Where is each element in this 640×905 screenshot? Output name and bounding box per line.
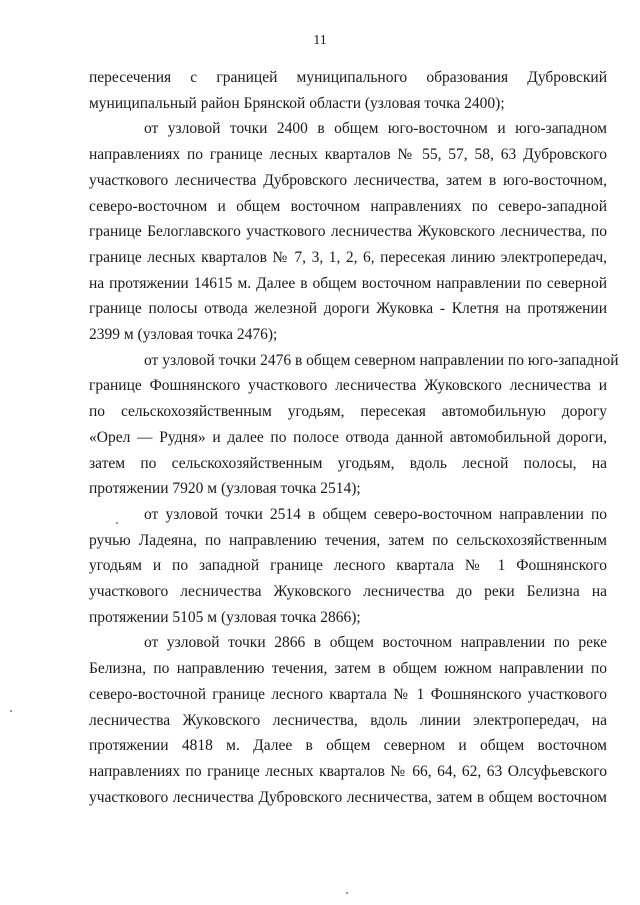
document-body (89, 65, 619, 810)
scan-speck (10, 710, 12, 712)
text-line: направлениях по границе лесных кварталов № 66, 64, 62, 63 Олсуфьевского (89, 762, 607, 780)
text-line: 2399 м (узловая точка 2476); (89, 326, 278, 344)
text-line: на протяжении 14615 м. Далее в общем восточном направлении по северной (89, 274, 607, 292)
text-line: границе Фошнянского участкового лесничества Жуковского лесничества и (89, 377, 607, 395)
page-number: 11 (313, 33, 327, 48)
text-line: участкового лесничества Дубровского лесничества, затем в общем восточном (89, 788, 607, 806)
text-line: от узловой точки 2400 в общем юго-восточном и юго-западном (144, 120, 607, 138)
text-line: границе Белоглавского участкового лесничества Жуковского лесничества, по (89, 223, 607, 241)
text-line: пересечения с границей муниципального образования Дубровский (89, 69, 607, 86)
text-line: ручью Ладеяна, по направлению течения, затем по сельскохозяйственным (89, 531, 607, 549)
text-line: Белизна, по направлению течения, затем в общем южном направлении по (89, 660, 607, 678)
text-line: протяжении 7920 м (узловая точка 2514); (89, 480, 361, 498)
text-line: «Орел — Рудня» и далее по полосе отвода данной автомобильной дороги, (89, 428, 607, 446)
text-line: протяжении 4818 м. Далее в общем северном и общем восточном (89, 737, 607, 755)
text-line: муниципальный район Брянской области (узловая точка 2400); (89, 94, 505, 112)
text-line: от узловой точки 2866 в общем восточном направлении по реке (144, 634, 607, 652)
scan-speck (346, 892, 348, 894)
text-line: от узловой точки 2514 в общем северо-восточном направлении по (144, 505, 607, 523)
text-line: по сельскохозяйственным угодьям, пересекая автомобильную дорогу (89, 403, 607, 421)
text-line: затем по сельскохозяйственным угодьям, вдоль лесной полосы, на (89, 454, 607, 472)
text-line: угодьям и по западной границе лесного квартала № 1 Фошнянского (89, 557, 607, 575)
text-line: участкового лесничества Дубровского лесничества, затем в юго-восточном, (89, 171, 607, 189)
text-line: северо-восточном и общем восточном направлениях по северо-западной (89, 197, 607, 215)
scan-speck (116, 522, 118, 524)
text-line: северо-восточной границе лесного квартала № 1 Фошнянского участкового (89, 685, 607, 703)
text-line: протяжении 5105 м (узловая точка 2866); (89, 608, 361, 626)
text-line: лесничества Жуковского лесничества, вдоль линии электропередач, на (89, 711, 607, 729)
text-line: направлениях по границе лесных кварталов № 55, 57, 58, 63 Дубровского (89, 146, 607, 164)
text-line: границе полосы отвода железной дороги Жуковка - Клетня на протяжении (89, 300, 607, 318)
text-line: от узловой точки 2476 в общем северном направлении по юго-западной (144, 351, 619, 369)
text-line: участкового лесничества Жуковского лесничества до реки Белизна на (89, 583, 607, 601)
text-line: границе лесных кварталов № 7, 3, 1, 2, 6, пересекая линию электропередач, (89, 248, 607, 266)
